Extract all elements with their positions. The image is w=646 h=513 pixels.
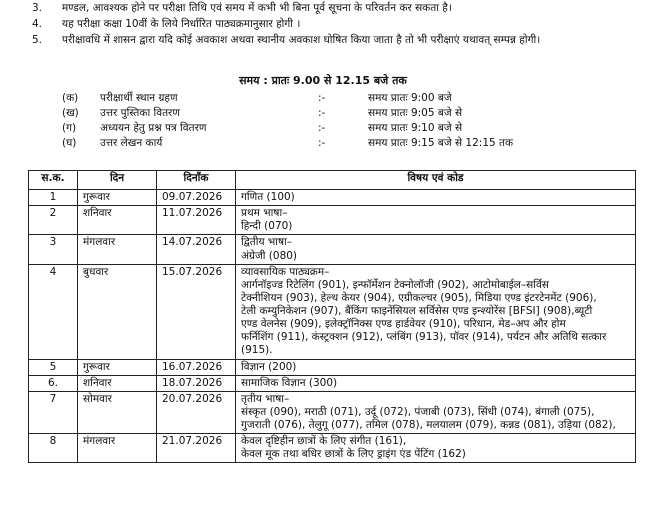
exam-timetable xyxy=(28,170,636,463)
timing-title: समय : प्रातः 9.00 से 12.15 बजे तक xyxy=(239,74,407,87)
cell-day: शनिवार xyxy=(78,206,157,235)
subject-line: टेली कम्युनिकेशन (907), बैंकिंग फाइनेंसियल सर्विसेस एण्ड इन्श्योरेंस [BFSI] (908),ब्यूटी xyxy=(241,305,593,317)
subject-line: प्रथम भाषा– xyxy=(241,207,288,220)
cell-day: मंगलवार xyxy=(78,235,157,264)
cell-day: बुधवार xyxy=(78,264,157,359)
subject-line: सामाजिक विज्ञान (300) xyxy=(241,376,338,389)
table-row xyxy=(29,206,636,235)
schedule-dash: :- xyxy=(318,106,326,119)
cell-date: 09.07.2026 xyxy=(157,190,236,206)
subject-line: आर्गनॉइज्ड रिटेलिंग (901), इन्फॉर्मेशन टेक्नोलॉजी (902), आटोमोबाईल–सर्विस xyxy=(241,278,549,291)
cell-subject xyxy=(236,359,636,375)
cell-date: 21.07.2026 xyxy=(157,434,236,463)
cell-date: 20.07.2026 xyxy=(157,391,236,433)
schedule-code: (ख) xyxy=(62,106,79,119)
cell-date: 15.07.2026 xyxy=(157,264,236,359)
schedule-time: समय प्रातः 9:15 बजे से 12:15 तक xyxy=(368,136,514,149)
subject-line: गुजराती (076), तेलुगू (077), तमिल (078), मलयालम (079), कन्नड (081), उड़िया (082), xyxy=(241,419,616,431)
cell-serial: 8 xyxy=(29,434,78,463)
schedule-activity: अध्ययन हेतु प्रश्न पत्र वितरण xyxy=(100,121,207,134)
cell-subject xyxy=(236,206,636,235)
cell-subject xyxy=(236,434,636,463)
schedule-code: (क) xyxy=(62,91,79,104)
schedule-activity: उत्तर लेखन कार्य xyxy=(100,136,163,149)
header-serial: स.क. xyxy=(29,171,78,190)
schedule-row xyxy=(62,106,532,121)
table-row xyxy=(29,235,636,264)
cell-day: गुरूवार xyxy=(78,190,157,206)
note-number: 4. xyxy=(32,18,43,31)
cell-serial: 3 xyxy=(29,235,78,264)
header-day: दिन xyxy=(78,171,157,190)
note-text: मण्डल, आवश्यक होने पर परीक्षा तिथि एवं समय में कभी भी बिना पूर्व सूचना के परिवर्तन कर सकता है। xyxy=(62,2,452,14)
table-row xyxy=(29,359,636,375)
cell-subject xyxy=(236,375,636,391)
subject-line: संस्कृत (090), मराठी (071), उर्दू (072), पंजाबी (073), सिंधी (074), बंगाली (075), xyxy=(241,405,595,418)
cell-date: 16.07.2026 xyxy=(157,359,236,375)
schedule-code: (घ) xyxy=(62,136,77,149)
cell-date: 18.07.2026 xyxy=(157,375,236,391)
schedule-row xyxy=(62,91,532,106)
cell-day: शनिवार xyxy=(78,375,157,391)
subject-line: अंग्रेजी (080) xyxy=(241,249,298,262)
subject-line: फर्निशिंग (911), कंस्ट्रक्शन (912), प्लंबिंग (913), पॉवर (914), पर्यटन और अतिथि सत्कार xyxy=(241,331,607,344)
schedule-time: समय प्रातः 9:05 बजे से xyxy=(368,106,463,119)
cell-day: गुरूवार xyxy=(78,359,157,375)
cell-subject xyxy=(236,190,636,206)
cell-serial: 1 xyxy=(29,190,78,206)
subject-line: गणित (100) xyxy=(241,191,295,203)
cell-serial: 7 xyxy=(29,391,78,433)
header-date: दिनाँक xyxy=(157,171,236,190)
subject-line: द्वितीय भाषा– xyxy=(241,236,293,249)
subject-line: विज्ञान (200) xyxy=(241,360,297,373)
table-row xyxy=(29,391,636,433)
schedule-dash: :- xyxy=(318,136,326,149)
schedule-row xyxy=(62,136,532,151)
cell-subject xyxy=(236,391,636,433)
schedule-row xyxy=(62,121,532,136)
table-row xyxy=(29,190,636,206)
schedule-dash: :- xyxy=(318,121,326,134)
table-header-row xyxy=(29,171,636,190)
note-item xyxy=(8,34,636,47)
schedule-activity: परीक्षार्थी स्थान ग्रहण xyxy=(100,91,178,104)
note-number: 5. xyxy=(32,34,43,47)
cell-serial: 6. xyxy=(29,375,78,391)
subject-line: तृतीय भाषा– xyxy=(241,392,290,405)
cell-subject xyxy=(236,235,636,264)
cell-serial: 4 xyxy=(29,264,78,359)
subject-line: हिन्दी (070) xyxy=(241,220,293,233)
schedule-dash: :- xyxy=(318,91,326,104)
schedule-code: (ग) xyxy=(62,121,77,134)
subject-line: केवल दृष्टिहीन छात्रों के लिए संगीत (161), xyxy=(241,435,407,448)
subject-line: (915). xyxy=(241,344,273,357)
table-row xyxy=(29,264,636,359)
table-row xyxy=(29,375,636,391)
schedule-activity: उत्तर पुस्तिका वितरण xyxy=(100,106,180,119)
cell-subject xyxy=(236,264,636,359)
subject-line: व्यावसायिक पाठ्यक्रम– xyxy=(241,265,330,278)
cell-day: मंगलवार xyxy=(78,434,157,463)
timing-schedule xyxy=(62,91,532,151)
note-text: परीक्षावधि में शासन द्वारा यदि कोई अवकाश अथवा स्थानीय अवकाश घोषित किया जाता है तो भी परीक्षाएं यथावत् सम्पन्न होगी। xyxy=(62,34,541,47)
note-item xyxy=(8,18,636,31)
notes-list xyxy=(8,2,636,50)
cell-date: 14.07.2026 xyxy=(157,235,236,264)
note-number: 3. xyxy=(32,2,43,14)
cell-date: 11.07.2026 xyxy=(157,206,236,235)
subject-line: केवल मूक तथा बधिर छात्रों के लिए ड्राइंग एंड पेंटिंग (162) xyxy=(241,448,466,461)
cell-serial: 2 xyxy=(29,206,78,235)
schedule-time: समय प्रातः 9:00 बजे xyxy=(368,91,452,104)
schedule-time: समय प्रातः 9:10 बजे से xyxy=(368,121,463,134)
cell-serial: 5 xyxy=(29,359,78,375)
header-subject: विषय एवं कोड xyxy=(236,171,636,190)
note-text: यह परीक्षा कक्षा 10वीं के लिये निर्धारित पाठ्यक्रमानुसार होगी । xyxy=(62,18,301,31)
table-row xyxy=(29,434,636,463)
note-item xyxy=(8,2,636,15)
subject-line: टेक्नीशियन (903), हेल्थ केयर (904), एग्रीकल्चर (905), मिडिया एण्ड इंटरटेनमेंट (906), xyxy=(241,291,597,304)
subject-line: एण्ड वेलनेस (909), इलेक्ट्रॉनिक्स एण्ड हार्डवेयर (910), परिधान, मेड–अप और होम xyxy=(241,318,566,331)
cell-day: सोमवार xyxy=(78,391,157,433)
